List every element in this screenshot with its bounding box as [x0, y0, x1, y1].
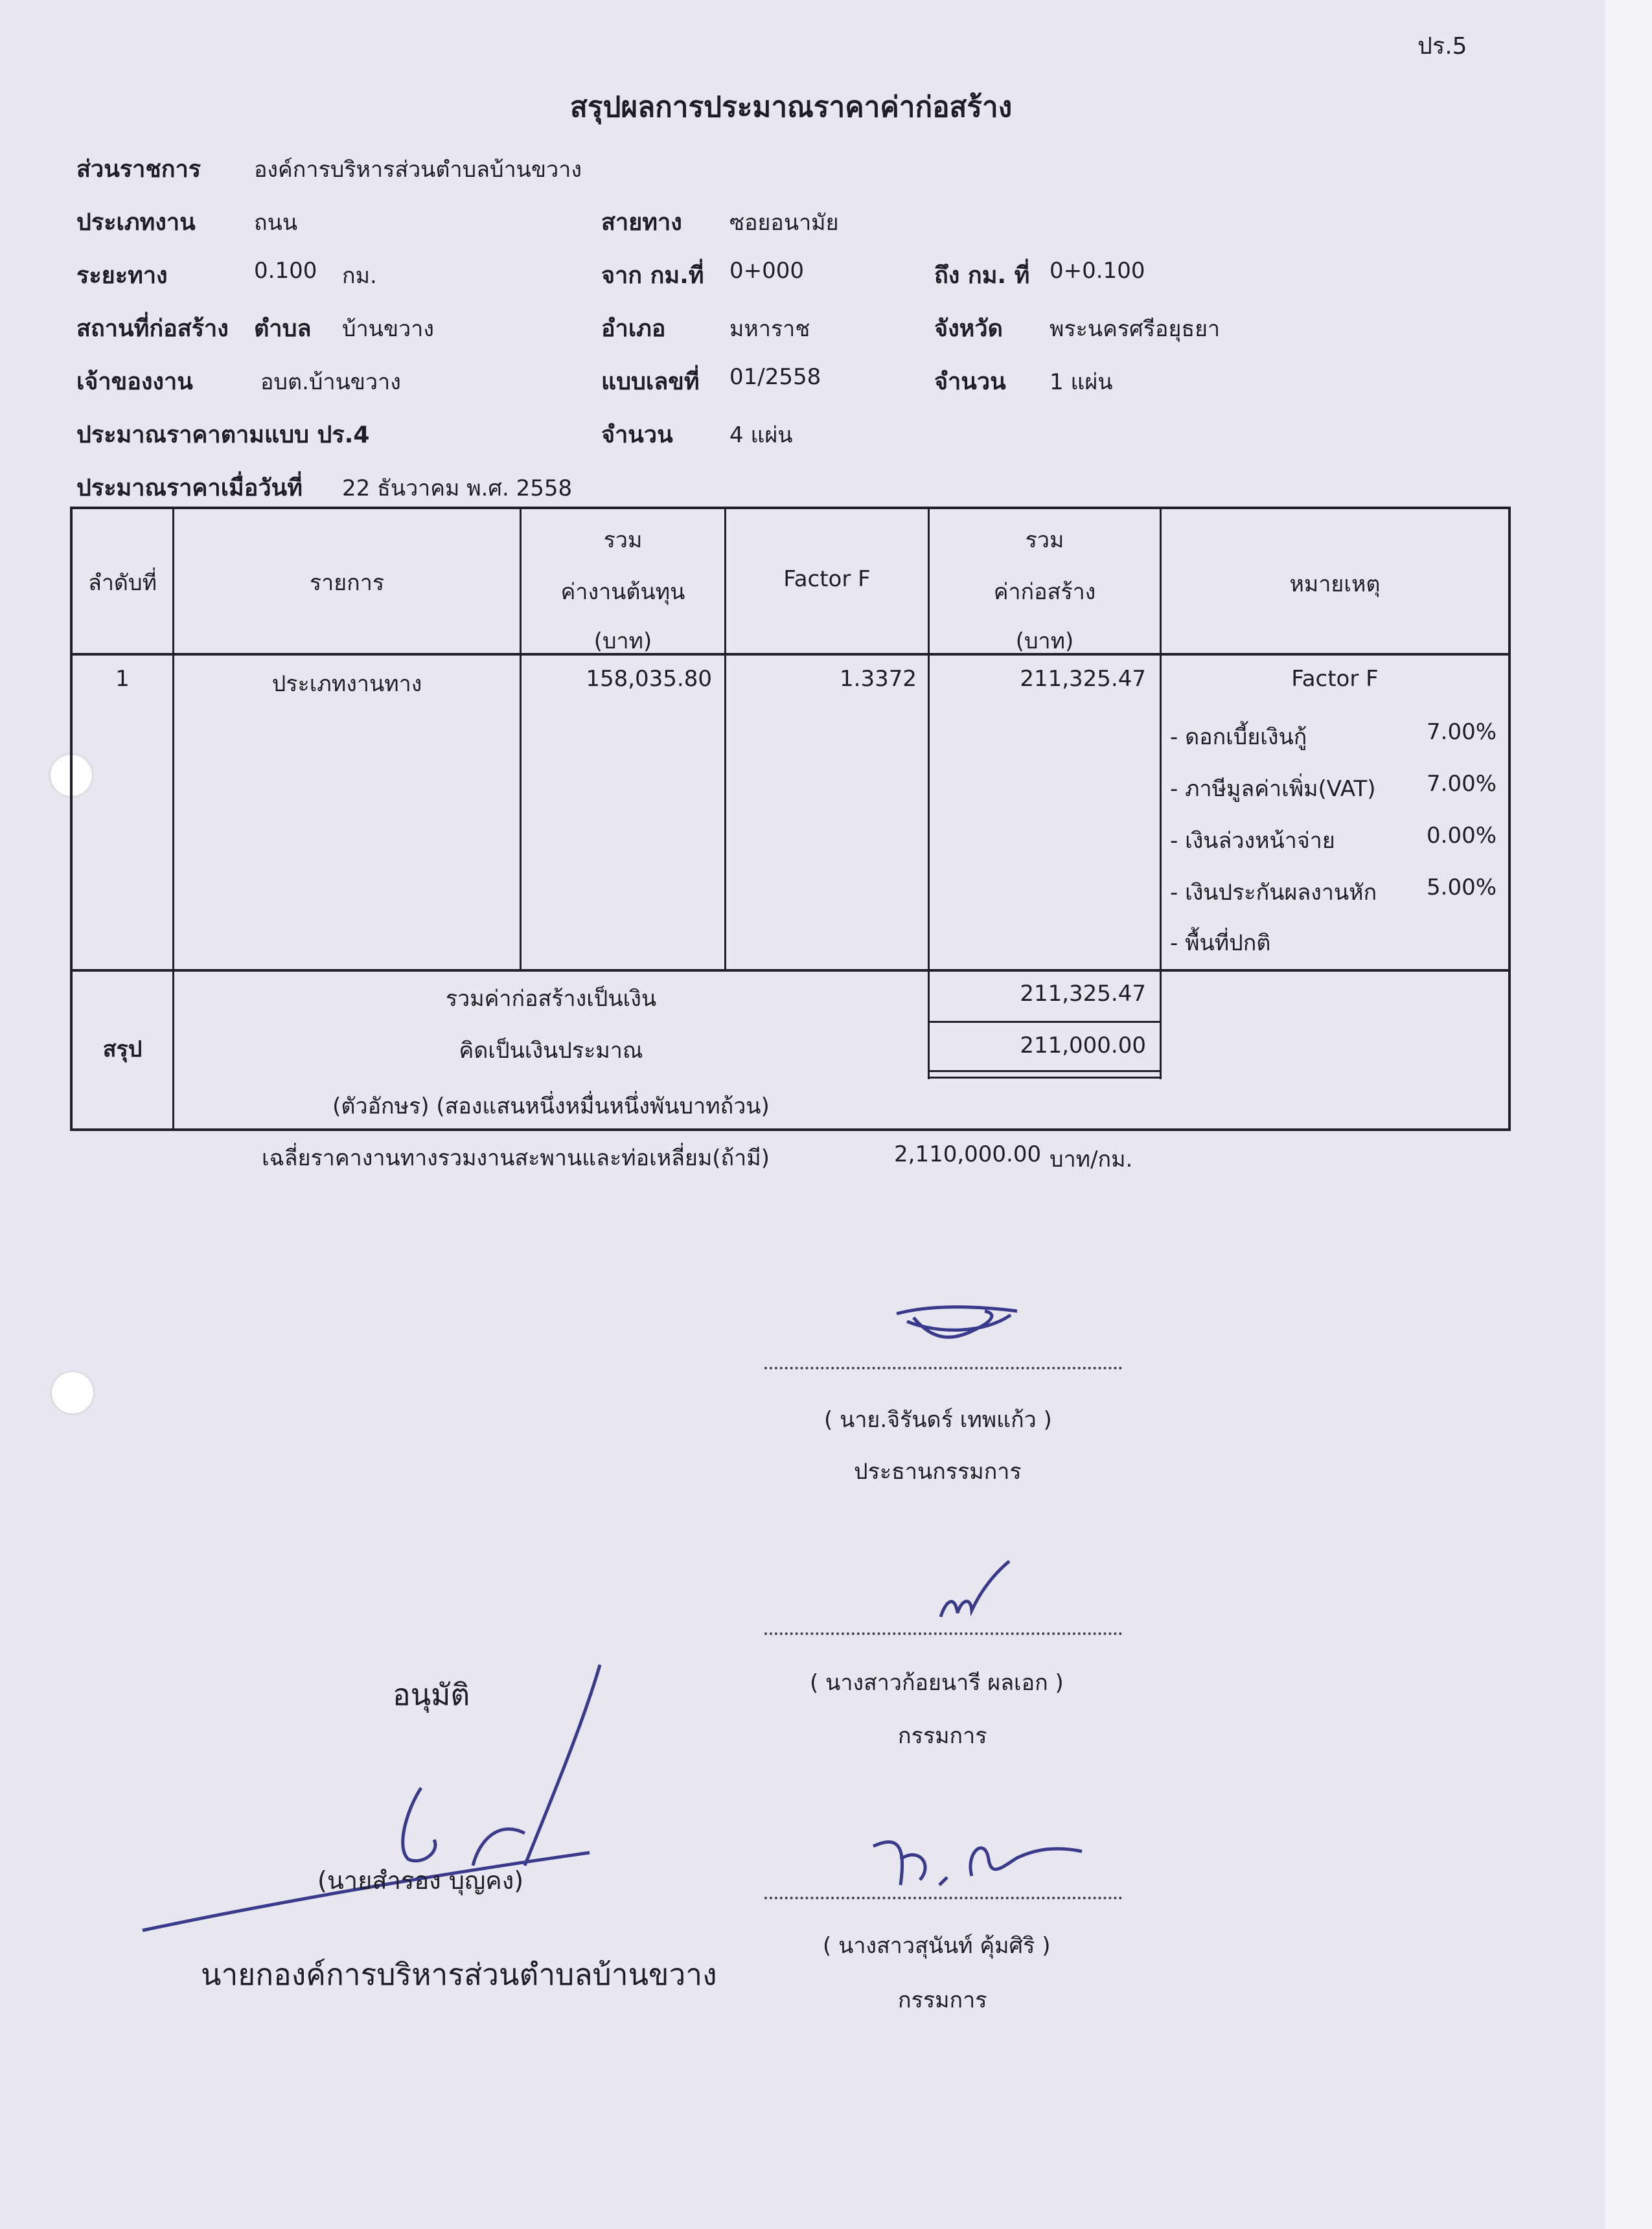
signature-chairman [888, 1296, 1037, 1354]
average-value: 2,110,000.00 [894, 1141, 1042, 1167]
remark-value-2: 7.00% [1427, 771, 1497, 797]
approx-value: 211,000.00 [1020, 1033, 1146, 1058]
col-no-header: ลำดับที่ [87, 570, 157, 596]
from-km-label: จาก กม.ที่ [601, 262, 704, 289]
work-type-label: ประเภทงาน [76, 209, 196, 236]
owner-label: เจ้าของงาน [76, 369, 193, 395]
approve-label: อนุมัติ [393, 1677, 470, 1712]
district-label: อำเภอ [601, 315, 666, 342]
estimate-date-label: ประมาณราคาเมื่อวันที่ [76, 475, 303, 501]
sheets-label: จำนวน [934, 369, 1006, 395]
from-km-value: 0+000 [729, 258, 805, 284]
row-no: 1 [115, 666, 130, 692]
col-item-header: รายการ [309, 570, 385, 596]
row-total: 211,325.47 [1020, 666, 1146, 692]
distance-unit: กม. [342, 263, 377, 289]
approver-name: (นายสำรอง บุญคง) [317, 1866, 524, 1895]
district-value: มหาราช [729, 316, 810, 342]
row-cost: 158,035.80 [586, 666, 712, 692]
average-unit: บาท/กม. [1050, 1147, 1133, 1172]
subdistrict-value: บ้านขวาง [342, 316, 434, 342]
remark-value-1: 7.00% [1427, 719, 1497, 745]
col-cost-header-2: ค่างานต้นทุน [560, 579, 685, 605]
page-title: สรุปผลการประมาณราคาค่าก่อสร้าง [570, 91, 1013, 124]
to-km-value: 0+0.100 [1050, 258, 1145, 284]
punch-hole-bottom [52, 1372, 93, 1413]
col-factor-header: Factor F [783, 566, 871, 592]
summary-label: สรุป [102, 1036, 143, 1062]
average-label: เฉลี่ยราคางานทางรวมงานสะพานและท่อเหลี่ยม(ถ้ามี) [262, 1145, 770, 1171]
owner-value: อบต.บ้านขวาง [260, 369, 401, 395]
chairman-name: ( นาย.จิรันดร์ เทพแก้ว ) [824, 1407, 1052, 1433]
approver-title: นายกองค์การบริหารส่วนตำบลบ้านขวาง [201, 1957, 717, 1992]
member1-role: กรรมการ [898, 1723, 987, 1749]
remark-label-2: - ภาษีมูลค่าเพิ่ม(VAT) [1170, 776, 1376, 802]
remark-last: - พื้นที่ปกติ [1170, 930, 1271, 956]
province-label: จังหวัด [934, 315, 1003, 342]
remark-label-4: - เงินประกันผลงานหัก [1170, 880, 1377, 906]
col-cost-header-3: (บาท) [593, 628, 652, 654]
to-km-label: ถึง กม. ที่ [934, 262, 1030, 289]
remark-heading: Factor F [1291, 666, 1379, 692]
approx-label: คิดเป็นเงินประมาณ [459, 1038, 643, 1064]
agency-label: ส่วนราชการ [76, 156, 201, 183]
remark-label-1: - ดอกเบี้ยเงินกู้ [1170, 724, 1307, 750]
signature-line-1 [764, 1367, 1122, 1369]
route-label: สายทาง [601, 209, 682, 236]
remark-value-4: 5.00% [1427, 874, 1497, 900]
signature-approver [136, 1658, 602, 1943]
total-label: รวมค่าก่อสร้างเป็นเงิน [445, 986, 657, 1012]
agency-value: องค์การบริหารส่วนตำบลบ้านขวาง [254, 157, 582, 183]
signature-member-2 [862, 1820, 1095, 1898]
subdistrict-label: ตำบล [254, 315, 312, 342]
province-value: พระนครศรีอยุธยา [1050, 316, 1221, 342]
remark-value-3: 0.00% [1427, 823, 1497, 849]
plan-no-label: แบบเลขที่ [601, 369, 700, 395]
col-total-header-1: รวม [1025, 527, 1064, 553]
amount-in-words: (ตัวอักษร) (สองแสนหนึ่งหมื่นหนึ่งพันบาทถ้วน) [332, 1093, 770, 1119]
col-remark-header: หมายเหตุ [1289, 571, 1381, 597]
signature-member-1 [933, 1555, 1017, 1626]
col-cost-header-1: รวม [603, 527, 643, 553]
form-code: ปร.5 [1417, 33, 1467, 60]
plan-no-value: 01/2558 [729, 364, 821, 390]
distance-label: ระยะทาง [76, 262, 168, 289]
distance-value: 0.100 [254, 258, 317, 284]
estimate-date-value: 22 ธันวาคม พ.ศ. 2558 [342, 475, 573, 501]
estimate-form-label: ประมาณราคาตามแบบ ปร.4 [76, 422, 370, 448]
estimate-sheets-label: จำนวน [601, 422, 673, 448]
route-value: ซอยอนามัย [729, 210, 839, 236]
sheets-value: 1 แผ่น [1050, 369, 1113, 395]
row-factor: 1.3372 [840, 666, 917, 692]
estimate-sheets-value: 4 แผ่น [729, 422, 793, 448]
col-total-header-2: ค่าก่อสร้าง [993, 579, 1096, 605]
member2-role: กรรมการ [898, 1987, 987, 2013]
site-label: สถานที่ก่อสร้าง [76, 315, 229, 342]
row-item: ประเภทงานทาง [271, 671, 422, 697]
remark-label-3: - เงินล่วงหน้าจ่าย [1170, 828, 1335, 854]
signature-line-2 [764, 1632, 1122, 1635]
col-total-header-3: (บาท) [1015, 628, 1074, 654]
chairman-role: ประธานกรรมการ [854, 1459, 1022, 1485]
total-value: 211,325.47 [1020, 981, 1146, 1007]
work-type-value: ถนน [254, 210, 298, 236]
signature-line-3 [764, 1897, 1122, 1899]
member1-name: ( นางสาวก้อยนารี ผลเอก ) [810, 1670, 1064, 1696]
member2-name: ( นางสาวสุนันท์ คุ้มศิริ ) [823, 1933, 1051, 1959]
page-edge [1605, 0, 1652, 2229]
